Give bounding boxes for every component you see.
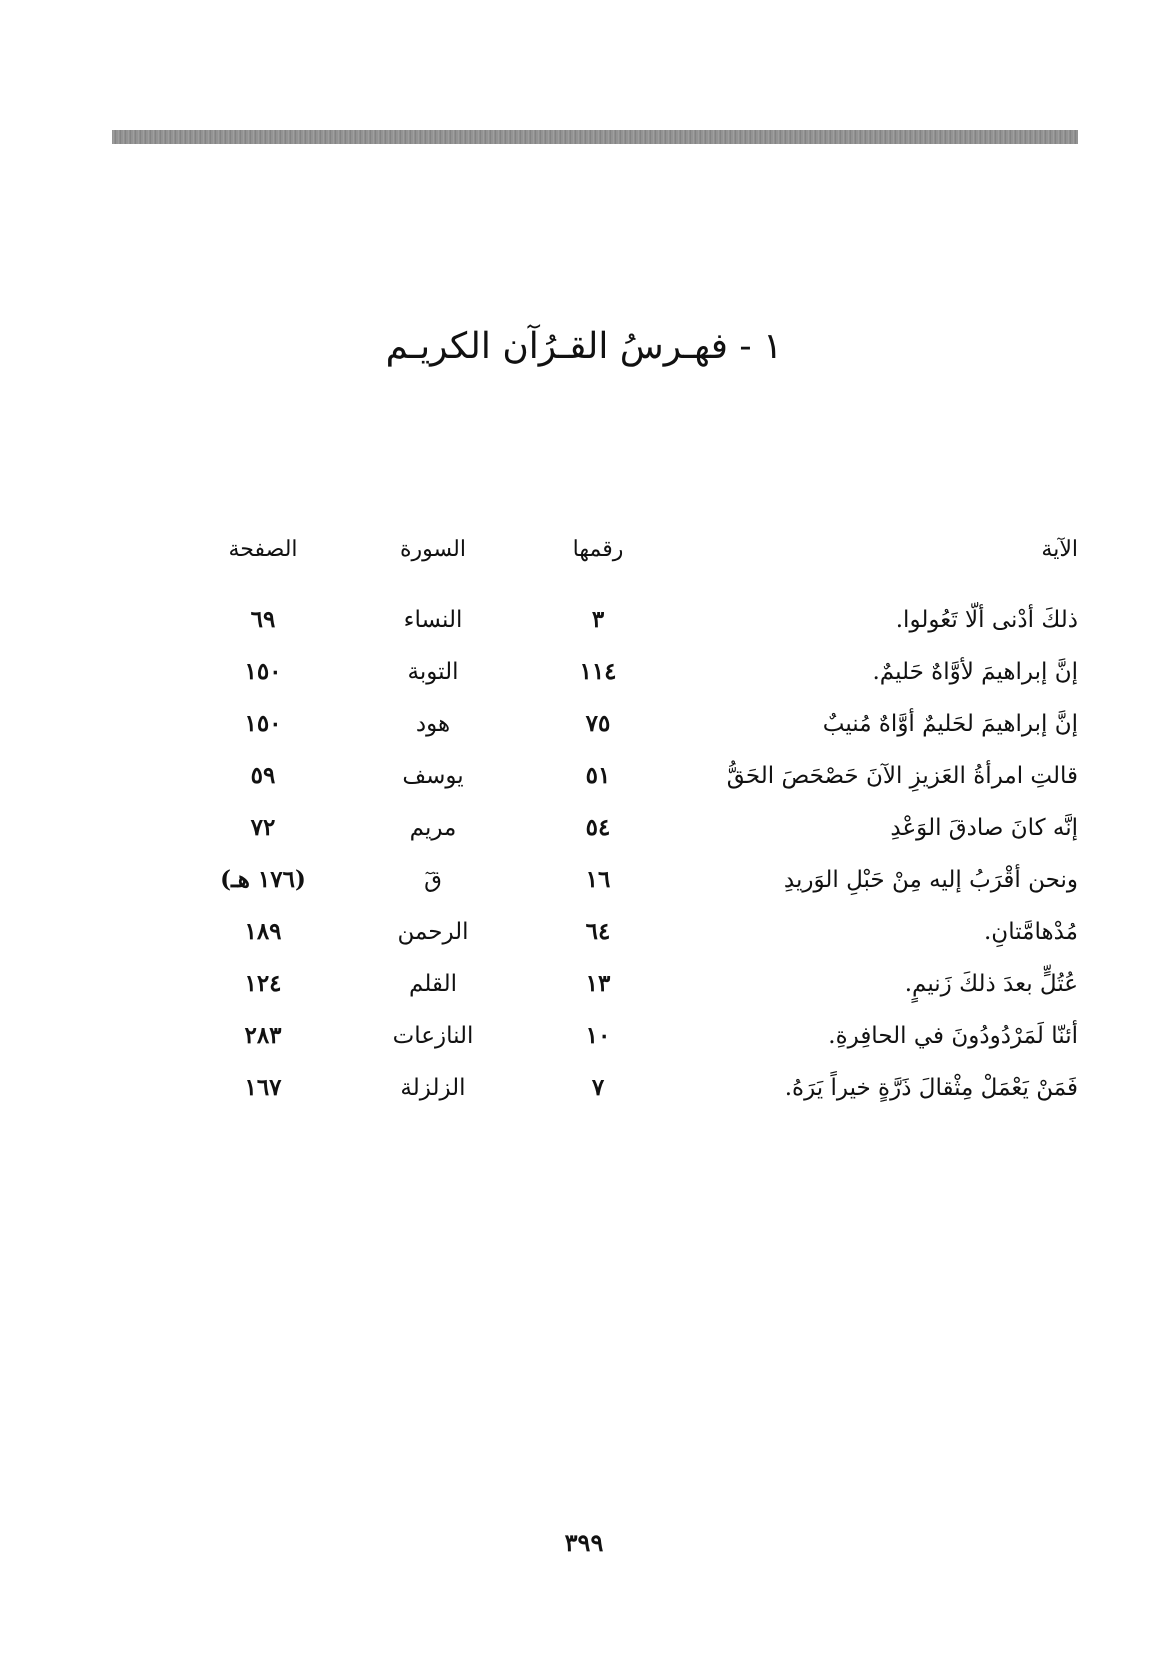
table-row [120, 860, 1078, 912]
page-number: ٣٩٩ [564, 1528, 604, 1557]
surah-name: يوسف [402, 763, 464, 789]
page-ref: ٥٩ [250, 762, 276, 789]
page-ref: (١٧٦ هـ) [220, 866, 306, 893]
surah-name: هود [415, 711, 451, 737]
ayah-number: ١١٤ [579, 658, 617, 685]
ayah-number: ٧٥ [585, 710, 611, 737]
ayah-text: ونحن أقْرَبُ إليه مِنْ حَبْلِ الوَريدِ [783, 867, 1078, 893]
table-row [120, 756, 1078, 808]
page-ref: ١٨٩ [244, 918, 282, 945]
surah-name: التوبة [407, 659, 459, 685]
table-header-row [120, 530, 1078, 600]
ayah-text: عُتُلٍّ بعدَ ذلكَ زَنيمٍ. [904, 971, 1078, 997]
quran-index-table [120, 530, 1078, 1120]
page-ref: ٢٨٣ [244, 1022, 282, 1049]
ayah-text: مُدْهامَّتانِ. [984, 919, 1078, 945]
surah-name: النساء [403, 607, 463, 633]
table-row [120, 704, 1078, 756]
table-row [120, 964, 1078, 1016]
ayah-text: قالتِ امرأةُ العَزيزِ الآنَ حَصْحَصَ الحَقُّ [726, 763, 1078, 789]
ayah-number: ٥١ [585, 762, 611, 789]
ayah-text: فَمَنْ يَعْمَلْ مِثْقالَ ذَرَّةٍ خيراً يَرَهُ. [784, 1075, 1078, 1101]
ayah-text: إنَّ إبراهيمَ لحَليمٌ أوَّاهٌ مُنيبٌ [822, 711, 1078, 737]
table-row [120, 600, 1078, 652]
ayah-text: إنَّ إبراهيمَ لأوَّاهٌ حَليمٌ. [872, 659, 1078, 685]
table-row [120, 652, 1078, 704]
page-ref: ١٢٤ [244, 970, 282, 997]
table-row [120, 912, 1078, 964]
ayah-text: أئنّا لَمَرْدُودُونَ في الحافِرةِ. [828, 1023, 1078, 1049]
header-surah: السورة [400, 537, 466, 562]
surah-name: القلم [409, 971, 457, 997]
surah-name: مريم [409, 815, 457, 841]
ayah-number: ٦٤ [585, 918, 611, 945]
surah-name: الرحمن [397, 919, 469, 945]
header-ayah: الآية [1041, 537, 1078, 562]
ayah-number: ٥٤ [585, 814, 611, 841]
ayah-text: ذلكَ أدْنى ألّا تَعُولوا. [895, 607, 1078, 633]
ayah-number: ١٣ [585, 970, 611, 997]
ayah-text: إنَّه كانَ صادقَ الوَعْدِ [890, 815, 1078, 841]
surah-name: الزلزلة [400, 1075, 466, 1101]
ayah-number: ١٦ [585, 866, 611, 893]
surah-name: النازعات [392, 1023, 474, 1049]
ayah-number: ٣ [591, 606, 605, 633]
ayah-number: ٧ [591, 1074, 605, 1101]
surah-name: قٓ [424, 867, 442, 893]
page-ref: ٧٢ [250, 814, 276, 841]
page-ref: ٦٩ [250, 606, 276, 633]
header-number: رقمها [572, 537, 624, 562]
table-row [120, 1016, 1078, 1068]
ayah-number: ١٠ [585, 1022, 611, 1049]
table-row [120, 1068, 1078, 1120]
table-row [120, 808, 1078, 860]
page-ref: ١٥٠ [244, 710, 282, 737]
page-ref: ١٦٧ [244, 1074, 282, 1101]
top-decorative-rule [112, 130, 1078, 144]
page-title: ١ - فهـرسُ القـرُآن الكريـم [385, 326, 783, 367]
header-page: الصفحة [228, 537, 298, 562]
page-ref: ١٥٠ [244, 658, 282, 685]
